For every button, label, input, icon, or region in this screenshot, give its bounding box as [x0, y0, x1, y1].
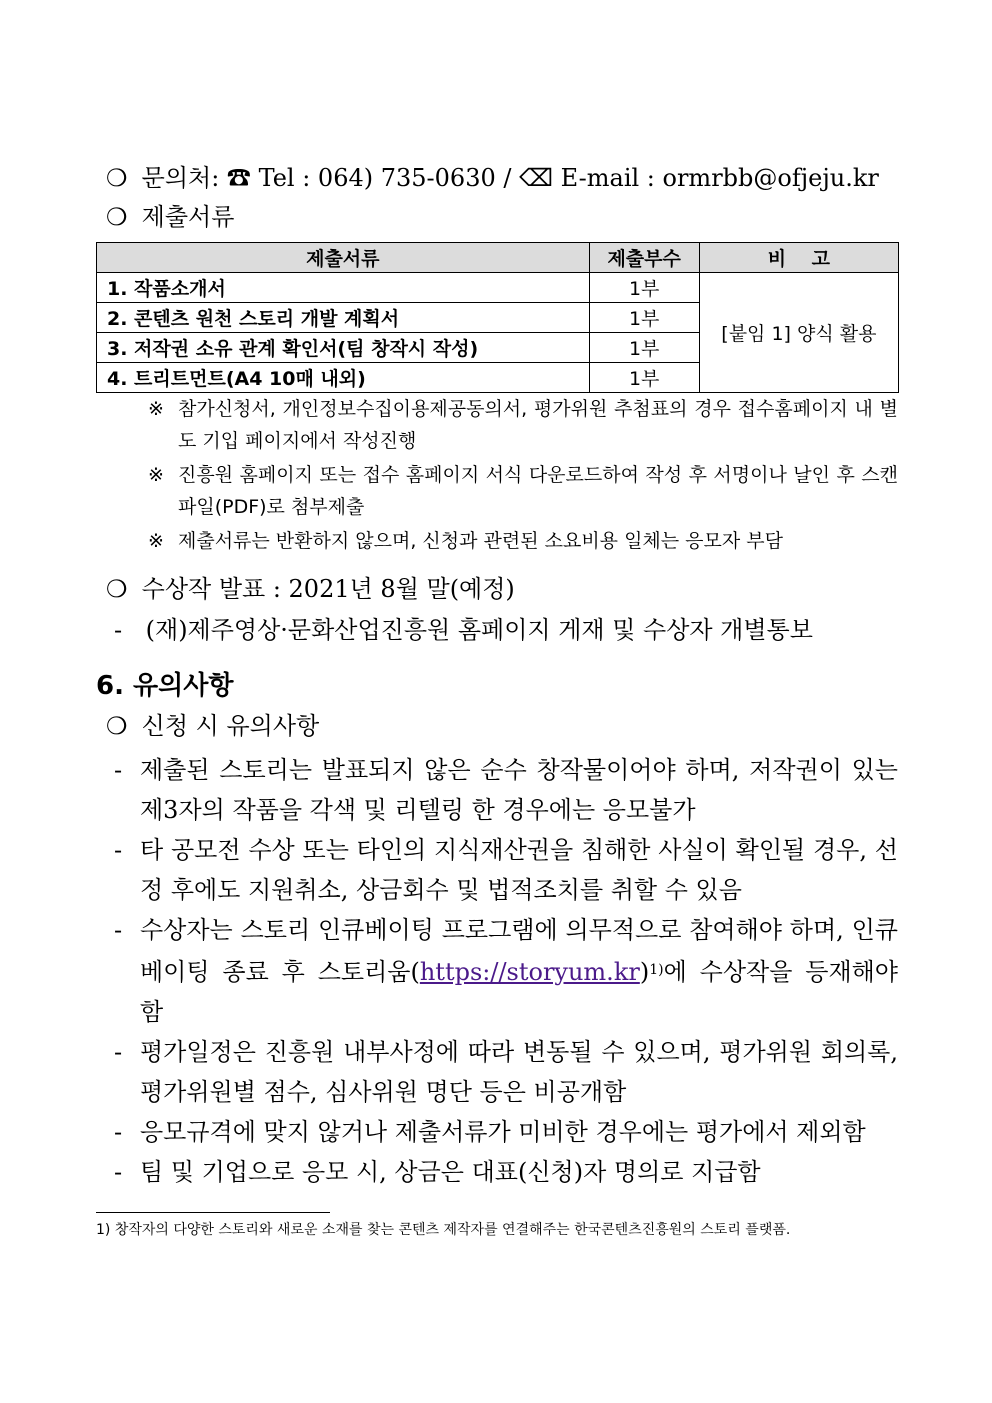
dash-bullet: - [114, 1038, 123, 1066]
note-item [148, 459, 898, 523]
announcement-detail: (재)제주영상·문화산업진흥원 홈페이지 게재 및 수상자 개별통보 [145, 616, 813, 644]
dash-bullet: - [114, 916, 123, 944]
announcement-detail-line [114, 614, 813, 646]
document-name: 1. 작품소개서 [97, 273, 590, 303]
documents-label: 제출서류 [141, 203, 235, 231]
list-item-text: 타 공모전 수상 또는 타인의 지식재산권을 침해한 사실이 확인될 경우, 선정 후에도 지원취소, 상금회수 및 법적조치를 취할 수 있음 [140, 836, 898, 904]
list-item [114, 830, 898, 910]
list-item [114, 1152, 898, 1192]
list-item-text [140, 910, 898, 1032]
list-item-text: 평가일정은 진흥원 내부사정에 따라 변동될 수 있으며, 평가위원 회의록, 평가위원별 점수, 심사위원 명단 등은 비공개함 [140, 1038, 898, 1106]
announcement-label: 수상작 발표 : 2021년 8월 말(예정) [141, 575, 515, 603]
text-after-link: ) [639, 958, 650, 986]
dash-bullet: - [114, 1158, 123, 1186]
note-text: 참가신청서, 개인정보수집이용제공동의서, 평가위원 추첨표의 경우 접수홈페이지 내 별도 기입 페이지에서 작성진행 [178, 398, 898, 452]
reference-mark-icon: ※ [148, 530, 164, 552]
circle-bullet-icon: ❍ [106, 575, 128, 603]
document-name: 4. 트리트먼트(A4 10매 내외) [97, 363, 590, 393]
list-item-text: 제출된 스토리는 발표되지 않은 순수 창작물이어야 하며, 저작권이 있는 제3자의 작품을 각색 및 리텔링 한 경우에는 응모불가 [140, 756, 898, 824]
reference-mark-icon: ※ [148, 464, 164, 486]
circle-bullet-icon: ❍ [106, 203, 128, 231]
table-header-row [97, 243, 899, 273]
document-count: 1부 [589, 303, 699, 333]
circle-bullet-icon: ❍ [106, 712, 128, 740]
documents-notes [148, 393, 898, 559]
contact-line [106, 162, 879, 194]
mail-icon: ⌫ [519, 164, 554, 192]
section-sub-heading [106, 710, 319, 742]
note-item [148, 393, 898, 457]
document-count: 1부 [589, 333, 699, 363]
list-item-text: 응모규격에 맞지 않거나 제출서류가 미비한 경우에는 평가에서 제외함 [140, 1118, 866, 1146]
document-count: 1부 [589, 363, 699, 393]
footnote: 1) 창작자의 다양한 스토리와 새로운 소재를 찾는 콘텐츠 제작자를 연결해주는 한국콘텐츠진흥원의 스토리 플랫폼. [96, 1222, 791, 1238]
documents-table [96, 242, 899, 393]
contact-email: E-mail : ormrbb@ofjeju.kr [560, 164, 879, 192]
note-text: 진흥원 홈페이지 또는 접수 홈페이지 서식 다운로드하여 작성 후 서명이나 날인 후 스캔파일(PDF)로 첨부제출 [178, 464, 898, 518]
list-item [114, 1032, 898, 1112]
footnote-divider [96, 1212, 330, 1213]
dash-bullet: - [114, 756, 123, 784]
circle-bullet-icon: ❍ [106, 164, 128, 192]
table-header-cell: 비 고 [699, 243, 898, 273]
dash-bullet: - [114, 1118, 123, 1146]
phone-icon: ☎ [226, 164, 251, 192]
section-title: 6. 유의사항 [96, 671, 234, 701]
footnote-ref[interactable]: 1) [649, 962, 664, 978]
list-item [114, 750, 898, 830]
text-before-link: 수상자는 스토리 인큐베이팅 프로그램에 의무적으로 참여해야 하며, 인큐베이팅 종료 후 스토리움( [140, 916, 898, 986]
table-row [97, 273, 899, 303]
reference-mark-icon: ※ [148, 398, 164, 420]
document-count: 1부 [589, 273, 699, 303]
caution-list [114, 750, 898, 1192]
contact-tel: Tel : 064) 735-0630 / [258, 164, 512, 192]
table-header-cell: 제출서류 [97, 243, 590, 273]
table-header-cell: 제출부수 [589, 243, 699, 273]
list-item-text: 팀 및 기업으로 응모 시, 상금은 대표(신청)자 명의로 지급함 [140, 1158, 761, 1186]
list-item [114, 910, 898, 1032]
section-sub-label: 신청 시 유의사항 [141, 712, 320, 740]
list-item [114, 1112, 898, 1152]
dash-bullet: - [114, 836, 123, 864]
dash-bullet: - [114, 616, 123, 644]
documents-heading [106, 201, 234, 233]
announcement-heading [106, 573, 515, 605]
storyum-link[interactable]: https://storyum.kr [419, 958, 640, 986]
contact-label: 문의처: [141, 164, 220, 192]
text-tail: 에 수상작을 등재해야 함 [140, 958, 898, 1026]
note-text: 제출서류는 반환하지 않으며, 신청과 관련된 소요비용 일체는 응모자 부담 [178, 530, 783, 552]
document-remark: [붙임 1] 양식 활용 [699, 273, 898, 393]
document-name: 2. 콘텐츠 원천 스토리 개발 계획서 [97, 303, 590, 333]
document-name: 3. 저작권 소유 관계 확인서(팀 창작시 작성) [97, 333, 590, 363]
note-item [148, 525, 898, 557]
